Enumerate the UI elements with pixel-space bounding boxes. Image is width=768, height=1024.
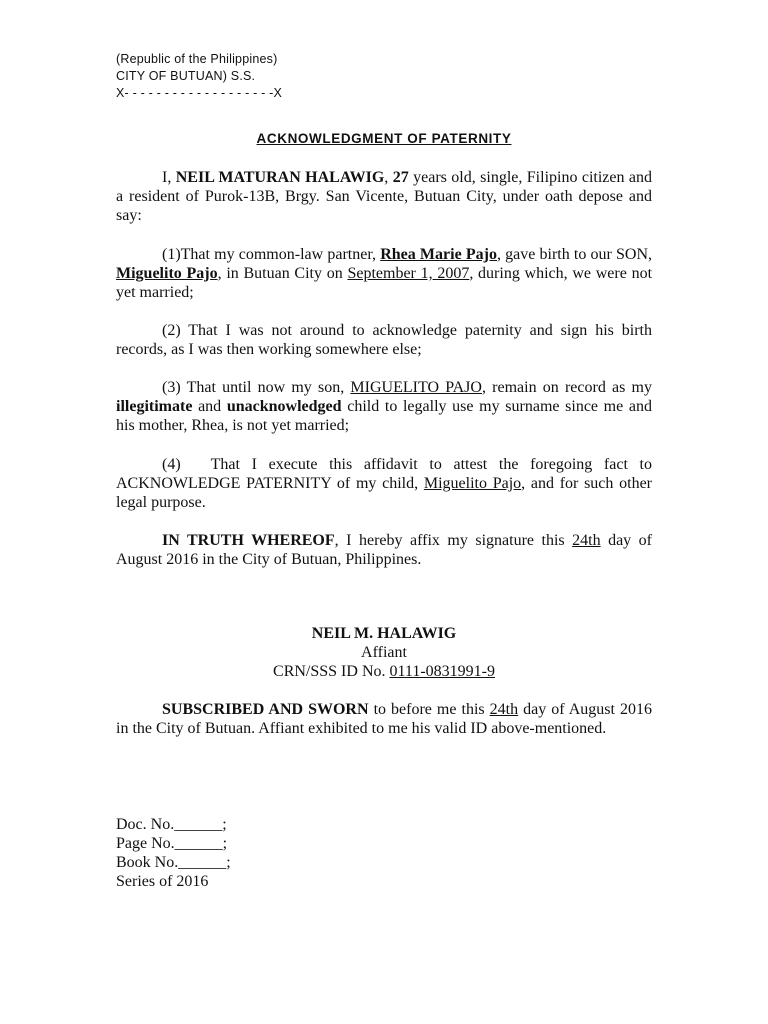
paragraph-text: , I hereby affix my signature this: [334, 532, 573, 549]
venue-caption: [116, 51, 476, 102]
paragraph-text: , and for such other legal purpose.: [116, 475, 652, 511]
intro-text: I,: [162, 169, 176, 186]
attestation-paragraph: [116, 531, 652, 569]
paragraph-text: day of August 2016 in the City of Butuan. Affiant exhibited to me his valid ID above-mentioned.: [116, 701, 652, 737]
birth-date: September 1, 2007: [347, 265, 470, 282]
caption-line-separator: X- - - - - - - - - - - - - - - - - - -X: [116, 86, 283, 100]
affiant-id-line: [116, 662, 652, 681]
paragraph-2: (2) That I was not around to acknowledge paternity and sign his birth records, as I was then working somewhere else;: [116, 322, 652, 358]
affiant-age: 27: [392, 169, 409, 186]
paragraph-text: , remain on record as my: [481, 379, 652, 396]
paragraph-number: (4): [162, 456, 181, 473]
paragraph-text: That I execute this affidavit to attest the foregoing fact to ACKNOWLEDGE PATERNITY of my child,: [116, 456, 652, 492]
status-unacknowledged: unacknowledged: [226, 398, 342, 415]
affiant-name: NEIL M. HALAWIG: [311, 625, 457, 642]
jurat-day: 24th: [489, 701, 519, 718]
paragraph-number: (1): [162, 246, 181, 263]
signing-day: 24th: [572, 532, 601, 549]
paragraph-4: [116, 455, 652, 512]
page-number: Page No.______;: [116, 835, 228, 852]
paragraph-3: [116, 378, 652, 435]
intro-paragraph: [116, 168, 652, 225]
paragraph-text: day of August 2016 in the City of Butuan, Philippines.: [116, 532, 652, 568]
status-illegitimate: illegitimate: [116, 398, 193, 415]
attestation-heading: IN TRUTH WHEREOF: [162, 532, 335, 549]
id-label: CRN/SSS ID No.: [273, 663, 390, 680]
paragraph-text: , gave birth to our SON,: [496, 246, 653, 263]
paragraph-text: That my common-law partner,: [180, 246, 381, 263]
paragraph-1: [116, 245, 652, 302]
son-name-caps: MIGUELITO PAJO: [350, 379, 482, 396]
id-number: 0111-0831991-9: [389, 663, 495, 680]
jurat-paragraph: [116, 700, 652, 738]
son-name: Miguelito Pajo: [116, 265, 218, 282]
signature-block: [116, 624, 652, 681]
doc-number: Doc. No.______;: [116, 816, 227, 833]
book-number: Book No.______;: [116, 854, 231, 871]
intro-text: years old, single, Filipino citizen and a resident of Purok-13B, Brgy. San Vicente, Butuan City, under oath depose and say:: [116, 169, 653, 224]
paragraph-text: (3) That until now my son,: [162, 379, 351, 396]
affiant-role: Affiant: [361, 644, 407, 661]
intro-text: ,: [384, 169, 393, 186]
caption-line-republic: (Republic of the Philippines): [116, 52, 278, 66]
series-year: Series of 2016: [116, 873, 209, 890]
notarial-register: [116, 815, 416, 891]
partner-name: Rhea Marie Pajo: [380, 246, 497, 263]
jurat-heading: SUBSCRIBED AND SWORN: [162, 701, 369, 718]
document-title: ACKNOWLEDGMENT OF PATERNITY: [256, 131, 512, 146]
paragraph-text: child to legally use my surname since me and his mother, Rhea, is not yet married;: [116, 398, 652, 434]
child-name: Miguelito Pajo: [423, 475, 522, 492]
paragraph-text: to before me this: [368, 701, 490, 718]
caption-line-city: CITY OF BUTUAN) S.S.: [116, 69, 256, 83]
paragraph-text: and: [192, 398, 227, 415]
paragraph-text: , in Butuan City on: [217, 265, 348, 282]
paragraph-text: , during which, we were not yet married;: [116, 265, 653, 301]
affiant-full-name: NEIL MATURAN HALAWIG: [175, 169, 385, 186]
